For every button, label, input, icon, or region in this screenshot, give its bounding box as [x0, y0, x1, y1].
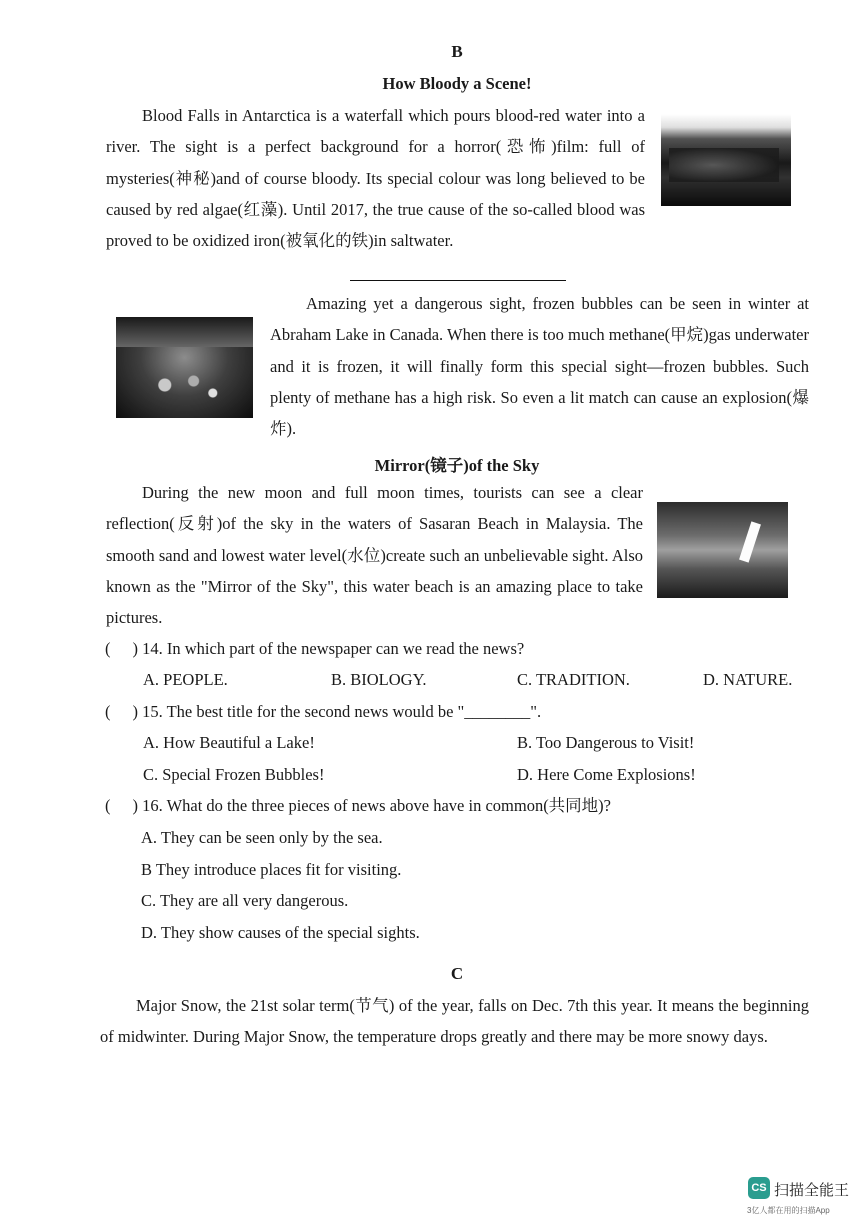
q14-option-a[interactable]: A. PEOPLE. — [143, 670, 228, 689]
q15-option-d[interactable]: D. Here Come Explosions! — [517, 765, 696, 784]
q15-open-paren: ( — [105, 702, 111, 721]
q15-stem: 15. The best title for the second news would be "________". — [142, 702, 542, 721]
camscanner-name: 扫描全能王 — [774, 1182, 850, 1199]
q16-option-a[interactable]: A. They can be seen only by the sea. — [141, 828, 383, 847]
news3-paragraph: During the new moon and full moon times, tourists can see a clear reflection(反射)of the sky in the waters of Sasaran Beach in Malaysia. The smooth sand and lowest water level(水位)create such an unbelievable sight. Also known as the "Mirror of the Sky", this water beach is an amazing place to take pictures. — [106, 483, 643, 628]
news1-paragraph: Blood Falls in Antarctica is a waterfall which pours blood-red water into a river. The sight is a perfect background for a horror(恐怖)film: full of mysteries(神秘)and of course bloody. Its special colour was long believed to be caused by red algae(红藻). Until 2017, the true cause of the so-called blood was proved to be oxidized iron(被氧化的铁)in saltwater. — [106, 106, 645, 251]
q14-close-paren: ) — [132, 639, 138, 658]
q16-open-paren: ( — [105, 796, 111, 815]
blood-falls-photo — [661, 110, 791, 206]
q15-option-b[interactable]: B. Too Dangerous to Visit! — [517, 733, 695, 752]
news3-title: Mirror(镜子)of the Sky — [374, 456, 540, 475]
q15-row — [105, 702, 541, 722]
mirror-sky-photo — [657, 502, 788, 598]
camscanner-logo-icon: CS — [748, 1177, 770, 1199]
q16-option-c[interactable]: C. They are all very dangerous. — [141, 891, 349, 910]
news-divider — [350, 280, 566, 281]
camscanner-tagline: 3亿人都在用的扫描App — [747, 1206, 830, 1215]
q14-open-paren: ( — [105, 639, 111, 658]
section-c-letter: C — [450, 964, 464, 983]
q14-option-d[interactable]: D. NATURE. — [703, 670, 793, 689]
section-c-paragraph: Major Snow, the 21st solar term(节气) of the year, falls on Dec. 7th this year. It means the beginning of midwinter. During Major Snow, the temperature drops greatly and there may be more snowy days. — [100, 996, 809, 1047]
q14-option-b[interactable]: B. BIOLOGY. — [331, 670, 427, 689]
q14-option-c[interactable]: C. TRADITION. — [517, 670, 630, 689]
q15-close-paren: ) — [132, 702, 138, 721]
q15-option-a[interactable]: A. How Beautiful a Lake! — [143, 733, 315, 752]
q14-row — [105, 639, 524, 659]
q14-stem: 14. In which part of the newspaper can we read the news? — [142, 639, 525, 658]
frozen-bubbles-photo — [116, 317, 253, 418]
q16-stem: 16. What do the three pieces of news above have in common(共同地)? — [142, 796, 612, 815]
section-b-letter: B — [451, 42, 463, 61]
q15-option-c[interactable]: C. Special Frozen Bubbles! — [143, 765, 325, 784]
news2-paragraph: Amazing yet a dangerous sight, frozen bubbles can be seen in winter at Abraham Lake in Canada. When there is too much methane(甲烷)gas underwater and it is frozen, it will finally form this special sight—frozen bubbles. Such plenty of methane has a high risk. So even a lit match can cause an explosion(爆炸). — [270, 294, 809, 439]
q16-option-d[interactable]: D. They show causes of the special sights. — [141, 923, 420, 942]
q16-row — [105, 796, 611, 816]
q16-option-b[interactable]: B They introduce places fit for visiting. — [141, 860, 402, 879]
q16-close-paren: ) — [132, 796, 138, 815]
news1-title: How Bloody a Scene! — [382, 74, 532, 93]
